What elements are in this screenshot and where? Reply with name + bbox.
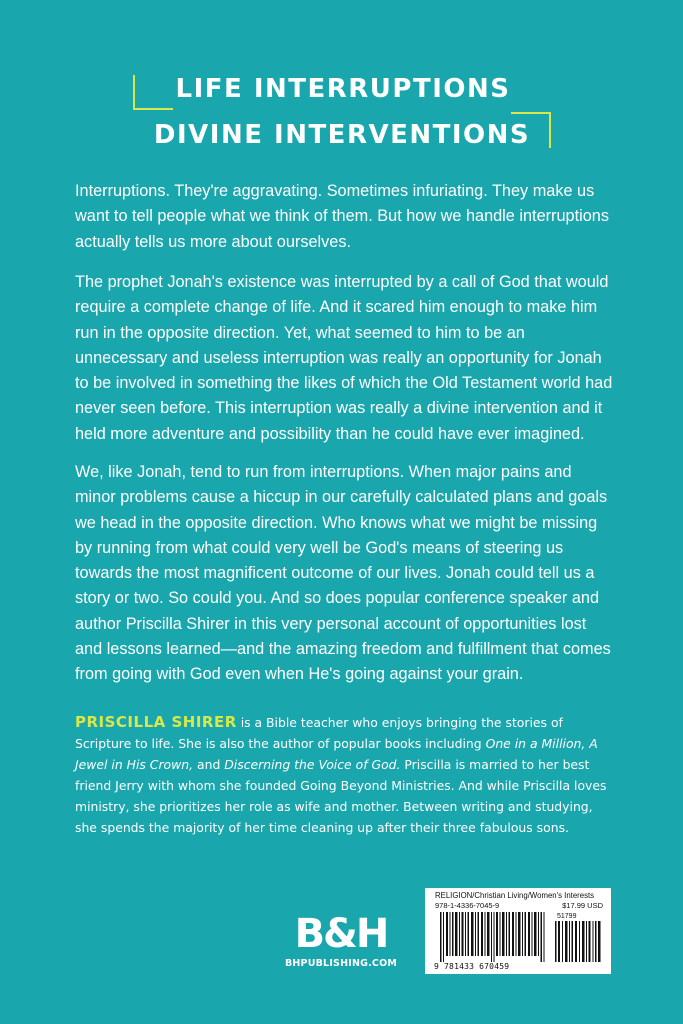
isbn-text: 978-1-4336-7045-9 (435, 901, 500, 910)
headline-line-2: DIVINE INTERVENTIONS (153, 120, 531, 150)
price-code: 51799 (557, 913, 577, 920)
barcode-panel (425, 888, 611, 974)
paragraph-text: The prophet Jonah's existence was interrupted by a call of God that would require a complete change of life. And it scared him enough to make him run in the opposite direction. Yet, what seemed to him to be an unnecessary and useless interruption was really an opportunity for Jonah to be involved in something the likes of which the Old Testament world had never seen before. This interruption was really a divine intervention and it held more adventure and possibility than he could have ever imagined. (75, 273, 613, 443)
paragraph-text: Interruptions. They're aggravating. Sometimes infuriating. They make us want to tell people what we think of them. But how we handle interruptions actually tells us more about ourselves. (75, 182, 609, 251)
bisac-category: RELIGION/Christian Living/Women's Interests (435, 891, 595, 900)
bracket-bottom-horizontal (511, 112, 551, 114)
bio-text-b: and (193, 757, 225, 772)
book-title-1: One in a Million, A Jewel in His Crown, (75, 736, 598, 772)
isbn-barcode (440, 912, 548, 962)
bracket-top-horizontal (133, 108, 173, 110)
price-barcode (555, 921, 603, 962)
headline (133, 68, 551, 158)
publisher-logo: B&H (294, 911, 388, 957)
bio-text-c: Priscilla is married to her best friend Jerry with whom she founded Going Beyond Ministries. And while Priscilla loves ministry, she prioritizes her role as wife and mother. Between writing and studying, she spends the majority of her time cleaning up after their three fabulous sons. (75, 757, 607, 835)
author-bio (75, 712, 617, 838)
paragraph-text: We, like Jonah, tend to run from interruptions. When major pains and minor problems cause a hiccup in our carefully calculated plans and goals we head in the opposite direction. Who knows what we might be missing by running from what could very well be God's means of steering us towards the most magnificent outcome of our lives. Jonah could tell us a story or two. So could you. And so does popular conference speaker and author Priscilla Shirer in this very personal account of opportunities lost and lessons learned—and the amazing freedom and fulfillment that comes from going with God even when He's going against your grain. (75, 463, 611, 684)
bio-text-a: is a Bible teacher who enjoys bringing the stories of Scripture to life. She is also the author of popular books including (75, 715, 563, 751)
barcode-digits: 9 781433 670459 (434, 962, 510, 971)
paragraph-1 (75, 179, 615, 255)
author-name: PRISCILLA SHIRER (75, 713, 237, 731)
paragraph-2 (75, 270, 615, 447)
bracket-top-vertical (133, 75, 135, 108)
book-title-2: Discerning the Voice of God. (224, 757, 401, 772)
publisher-website: BHPUBLISHING.COM (284, 958, 398, 969)
headline-line-1: LIFE INTERRUPTIONS (175, 74, 511, 104)
publisher-block (282, 913, 400, 969)
paragraph-3 (75, 460, 615, 688)
price-text: $17.99 USD (562, 901, 603, 910)
